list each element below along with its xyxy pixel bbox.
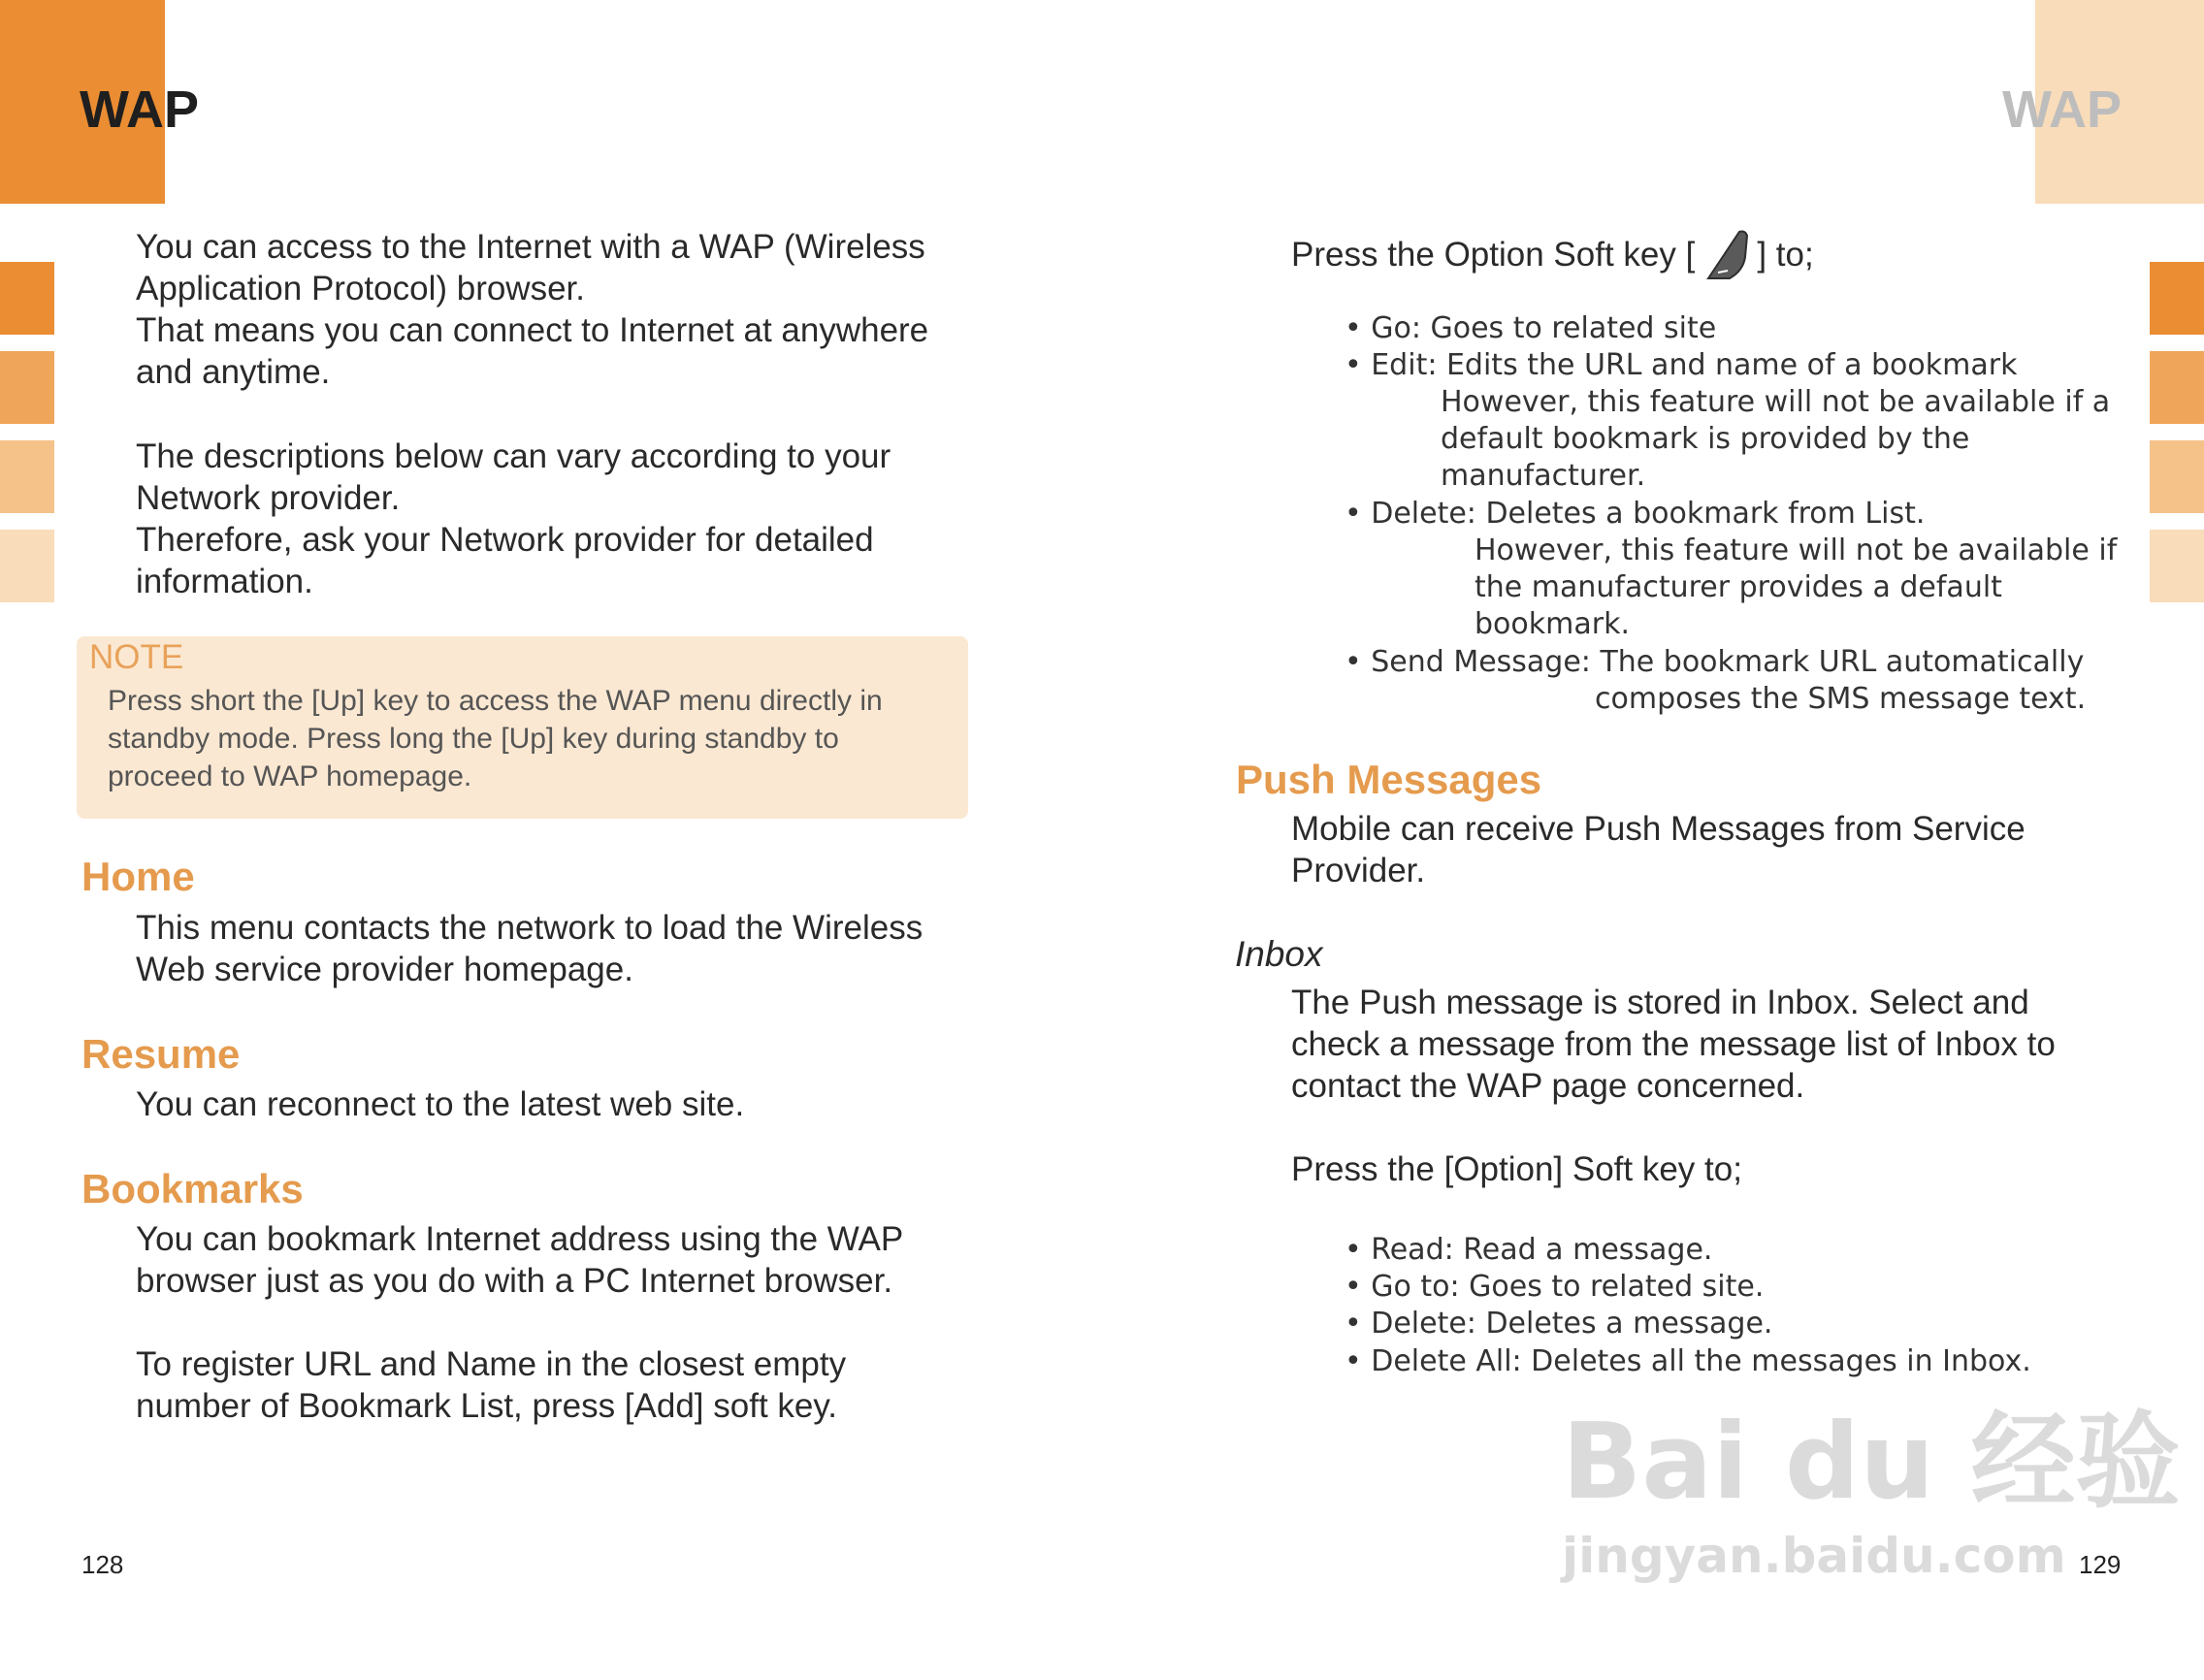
inbox-text: check a message from the message list of Inbox to [1291,1025,2056,1063]
option-item: • Edit: Edits the URL and name of a bookmark [1345,348,2018,382]
note-line: proceed to WAP homepage. [108,760,472,792]
bookmarks-text: number of Bookmark List, press [Add] soft key. [136,1387,837,1425]
page-title-right: WAP [2002,81,2123,139]
home-text: This menu contacts the network to load the Wireless [136,909,924,947]
intro-line: Therefore, ask your Network provider for detailed [136,521,874,559]
heading-inbox: Inbox [1235,934,1323,974]
soft-key-icon [1701,228,1751,284]
baidu-watermark [1562,1377,2181,1584]
heading-bookmarks: Bookmarks [81,1166,304,1212]
page-number-right: 129 [2079,1550,2122,1579]
option-item-detail: However, this feature will not be available if a [1441,385,2111,419]
option-item: • Go: Goes to related site [1345,311,1717,345]
inbox-item: • Go to: Goes to related site. [1345,1270,1765,1304]
push-text: Provider. [1291,852,1426,889]
option-item: • Delete: Deletes a bookmark from List. [1345,497,1926,531]
page-number-left: 128 [81,1550,124,1579]
bookmarks-text: To register URL and Name in the closest empty [136,1345,847,1383]
heading-home: Home [81,854,195,899]
option-item-detail: composes the SMS message text. [1595,682,2087,716]
option-prefix: Press the Option Soft key [ [1291,235,1696,274]
side-index-block [0,262,54,335]
intro-line: You can access to the Internet with a WAP (Wireless [136,228,925,266]
note-label: NOTE [89,638,184,676]
inbox-item: • Read: Read a message. [1345,1233,1713,1267]
side-index-block [2150,530,2204,602]
option-item-detail: bookmark. [1475,607,1630,641]
push-text: Mobile can receive Push Messages from Service [1291,810,2026,848]
option-suffix: ] to; [1757,235,1814,274]
heading-resume: Resume [81,1031,241,1077]
option-item: • Send Message: The bookmark URL automatically [1345,645,2085,679]
intro-line: Network provider. [136,479,401,517]
watermark-url: jingyan.baidu.com [1562,1528,2066,1584]
inbox-item: • Delete All: Deletes all the messages in Inbox. [1345,1344,2031,1378]
option-soft-key-line [1291,226,1814,282]
inbox-text: contact the WAP page concerned. [1291,1067,1805,1105]
intro-line: The descriptions below can vary according to your [136,437,891,475]
side-index-block [0,440,54,513]
side-index-block [2150,262,2204,335]
option-item-detail: the manufacturer provides a default [1475,570,2002,604]
note-line: Press short the [Up] key to access the WAP menu directly in [108,685,883,717]
option-item-detail: default bookmark is provided by the [1441,422,1970,456]
intro-line: information. [136,563,313,600]
inbox-item: • Delete: Deletes a message. [1345,1307,1773,1341]
page-title-left: WAP [80,81,200,139]
inbox-text: Press the [Option] Soft key to; [1291,1150,1742,1188]
side-index-block [0,351,54,424]
option-item-detail: manufacturer. [1441,459,1646,493]
bookmarks-text: browser just as you do with a PC Internet browser. [136,1262,893,1300]
side-index-block [2150,351,2204,424]
note-line: standby mode. Press long the [Up] key during standby to [108,723,839,755]
home-text: Web service provider homepage. [136,951,633,988]
heading-push-messages: Push Messages [1236,757,1542,802]
intro-line: Application Protocol) browser. [136,270,585,307]
bookmarks-text: You can bookmark Internet address using the WAP [136,1220,904,1258]
side-index-block [0,530,54,602]
watermark-logo-text: Bai du 经验 [1562,1402,2181,1523]
intro-line: and anytime. [136,353,331,391]
resume-text: You can reconnect to the latest web site. [136,1085,745,1123]
option-item-detail: However, this feature will not be available if [1475,533,2118,567]
intro-line: That means you can connect to Internet at anywhere [136,311,929,349]
inbox-text: The Push message is stored in Inbox. Select and [1291,984,2029,1021]
side-index-block [2150,440,2204,513]
